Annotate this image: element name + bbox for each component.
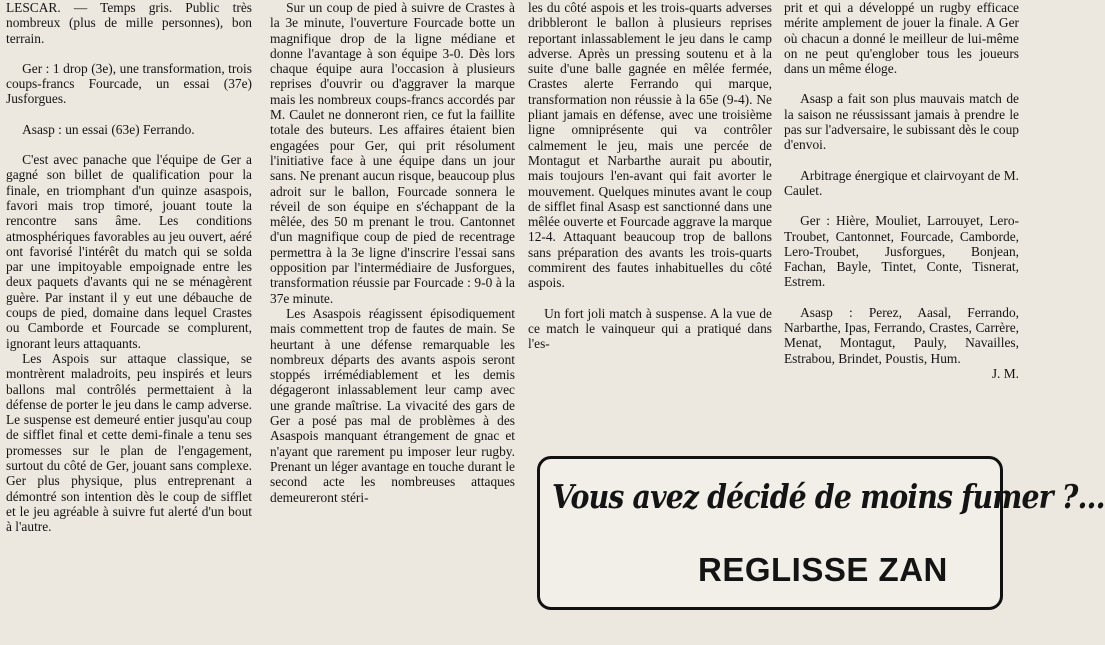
article-paragraph: C'est avec panache que l'équipe de Ger a gagné son billet de qualification pour la finale, en triomphant d'un quinze asaspois, favori mais trop timoré, jouant toute la rencontre sans âme. Les conditions atmosphériques favorables au jeu ouvert, aéré ont favorisé l'intérêt du match qui se solda par une impitoyable empoignade entre les deux paquets d'avants qui ne se ménagèrent guère. Par instant il y eut une débauche de coups de pied, domaine dans lequel Crastes ou Camborde et Fourcade se complurent, ignorant leurs attaquants. xyxy=(6,152,252,351)
article-paragraph: Un fort joli match à suspense. A la vue de ce match le vainqueur qui a pratiqué dans l'es- xyxy=(528,305,772,352)
article-paragraph: Les Aspois sur attaque classique, se montrèrent maladroits, peu inspirés et leurs ballons mal contrôlés permettaient à la défense de porter le jeu dans le camp adverse. Le suspense est demeuré entier jusqu'au coup de sifflet final et cette demi-finale a tenu ses promesses sur le plan de l'engagement, surtout du côté de Ger, jouant sans complexe. Ger plus physique, plus entreprenant a démontré son intention dès le coup de sifflet et le jeu agréable à suivre fut alerté d'un bout à l'autre. xyxy=(6,350,252,535)
article-paragraph: Arbitrage énergique et clairvoyant de M. Caulet. xyxy=(784,167,1019,198)
article-paragraph: les du côté aspois et les trois-quarts adverses dribbleront le ballon à plusieurs reprises reportant inlassablement le jeu dans le camp adverse. Après un pressing soutenu et à la suite d'une balle gagnée en mêlée fermée, Crastes alerte Ferrando qui marque, transformation non réussie à la 65e (9-4). Ne pliant jamais en défense, avec une troisième ligne omniprésente qui va contrôler calmement le jeu, mais une percée de Montagut et Narbarthe aurait pu aboutir, mais toujours l'en-avant qui fait avorter le mouvement. Quelques minutes avant le coup de sifflet final Asasp est sanctionné dans une mêlée ouverte et Fourcade aggrave la marque 12-4. Attaquant beaucoup trop de ballons sans préparation des avants les trois-quarts commirent des fautes inhabituelles du côté aspois. xyxy=(528,0,772,291)
article-paragraph: Asasp a fait son plus mauvais match de la saison ne réussissant jamais à prendre le pas sur l'adversaire, le subissant dès le coup d'envoi. xyxy=(784,91,1019,153)
author-signature: J. M. xyxy=(991,365,1019,381)
article-column-1 xyxy=(6,0,252,645)
article-paragraph: Ger : 1 drop (3e), une transformation, trois coups-francs Fourcade, un essai (37e) Jusforgues. xyxy=(6,60,252,107)
ad-slogan: Vous avez décidé de moins fumer ?... xyxy=(552,477,1105,516)
article-paragraph: Sur un coup de pied à suivre de Crastes à la 3e minute, l'ouverture Fourcade botte un magnifique drop de la ligne médiane et donne l'avantage à son équipe 3-0. Dès lors chaque équipe aura l'occasion à plusieurs reprises d'ouvrir ou d'aggraver la marque mais les nombreux coups-francs accordés par M. Caulet ne donneront rien, ce fut la faillite totale des buteurs. Les affaires étaient bien engagées pour Ger, qui prit résolument l'initiative face à une équipe dans un jour sans. Ne prenant aucun risque, beaucoup plus adroit sur le ballon, Fourcade sonnera le réveil de son équipe en s'échappant de la mêlée, des 50 m prenant le trou. Cantonnet d'un magnifique coup de pied de recentrage permettra à la 3e ligne d'inscrire l'essai sans opposition par l'intermédiaire de Jusforgues, transformation réussie par Fourcade : 9-0 à la 37e minute. xyxy=(270,0,515,306)
article-paragraph: Les Asaspois réagissent épisodiquement mais commettent trop de fautes de main. Se heurtant à une défense remarquable les nombreux départs des avants aspois seront stoppés irrémédiablement et les demis dégageront inlassablement leur camp avec une grande maîtrise. La vivacité des gars de Ger a posé pas mal de problèmes à des Asaspois manquant étrangement de gnac et n'ayant que rarement pu imposer leur rugby. Prenant un léger avantage en touche durant le second acte les nombreuses attaques demeureront stéri- xyxy=(270,305,515,505)
article-column-3 xyxy=(528,0,772,430)
advertisement-box xyxy=(537,456,1105,610)
article-paragraph: prit et qui a développé un rugby efficace mérite amplement de jouer la finale. A Ger où chacun a donné le meilleur de lui-même on ne peut qu'englober tous les joueurs dans un même éloge. xyxy=(784,0,1019,77)
team-lineup-ger: Ger : Hière, Mouliet, Larrouyet, Lero-Troubet, Cantonnet, Fourcade, Camborde, Lero-Troubet, Jusforgues, Bonjean, Fachan, Bayle, Tintet, Conte, Tisnerat, Estrem. xyxy=(784,213,1019,290)
article-column-2 xyxy=(270,0,515,645)
article-paragraph: Asasp : un essai (63e) Ferrando. xyxy=(22,121,195,137)
article-paragraph: LESCAR. — Temps gris. Public très nombreux (plus de mille personnes), bon terrain. xyxy=(6,0,252,46)
team-lineup-asasp: Asasp : Perez, Aasal, Ferrando, Narbarthe, Ipas, Ferrando, Crastes, Carrère, Menat, Montagut, Pauly, Navailles, Estrabou, Brindet, Poustis, Hum. xyxy=(784,304,1019,366)
article-column-4 xyxy=(784,0,1019,430)
ad-brand-name: REGLISSE ZAN xyxy=(698,551,948,588)
